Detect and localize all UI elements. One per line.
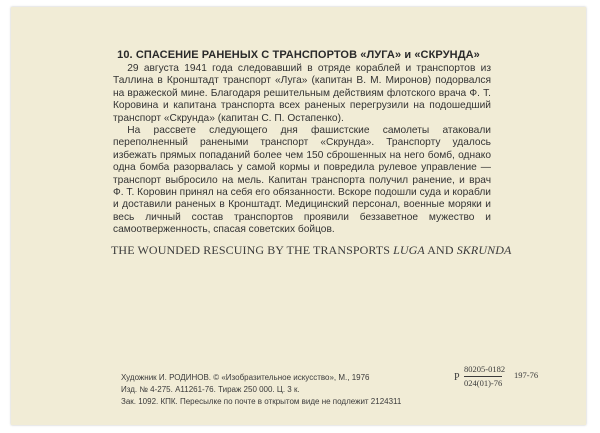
code-suffix: 197-76 <box>514 370 539 380</box>
paragraph-1: 29 августа 1941 года следовавший в отряде кораблей и транспортов из Таллина в Кронштадт транспорт «Луга» (капитан В. М. Миронов) подорвался на вражеской мине. Благодаря решительным действиям флотского врача Ф. Т. Коровина и капитана транспорта всех раненых перегрузили на подошедший транспорт «Скрунда» (капитан С. П. Остапенко). <box>113 63 491 124</box>
imprint-line-3: Зак. 1092. КПК. Пересылке по почте в открытом виде не подлежит 2124311 <box>121 397 402 406</box>
english-caption-and: AND <box>424 243 457 257</box>
english-caption-prefix: THE WOUNDED RESCUING BY THE TRANSPORTS <box>111 243 394 257</box>
code-numerator: 80205-0182 <box>464 364 506 374</box>
imprint-block <box>121 372 451 408</box>
body-text <box>113 63 491 237</box>
imprint-line-2: Изд. № 4-275. А11261-76. Тираж 250 000. Ц. 3 к. <box>121 385 300 394</box>
code-prefix: Р <box>454 372 460 383</box>
imprint-line-1: Художник И. РОДИНОВ. © «Изобразительное искусство», М., 1976 <box>121 373 370 382</box>
paragraph-2: На рассвете следующего дня фашистские самолеты атаковали переполненный ранеными транспорт «Скрунда». Транспорту удалось избежать прямых попаданий более чем 150 сброшенных на него бомб, однако одна бомба разорвалась у самой кормы и повредила рулевое управление — транспорт выбросило на мель. Капитан транспорта получил ранение, и врач Ф. Т. Коровин принял на себя его обязанности. Вскоре подошли суда и корабли и доставили раненых в Кронштадт. Медицинский персонал, военные моряки и весь личный состав транспортов проявили беззаветное мужество и самоотверженность, спасая советских бойцов. <box>113 125 491 236</box>
postcard-back <box>11 7 586 425</box>
ship-name-luga: LUGA <box>393 243 425 257</box>
ship-name-skrunda: SKRUNDA <box>456 243 512 257</box>
page-title: 10. СПАСЕНИЕ РАНЕНЫХ С ТРАНСПОРТОВ «ЛУГА» и «СКРУНДА» <box>117 49 480 61</box>
english-caption <box>111 243 511 258</box>
code-denominator: 024(01)-76 <box>464 378 503 388</box>
